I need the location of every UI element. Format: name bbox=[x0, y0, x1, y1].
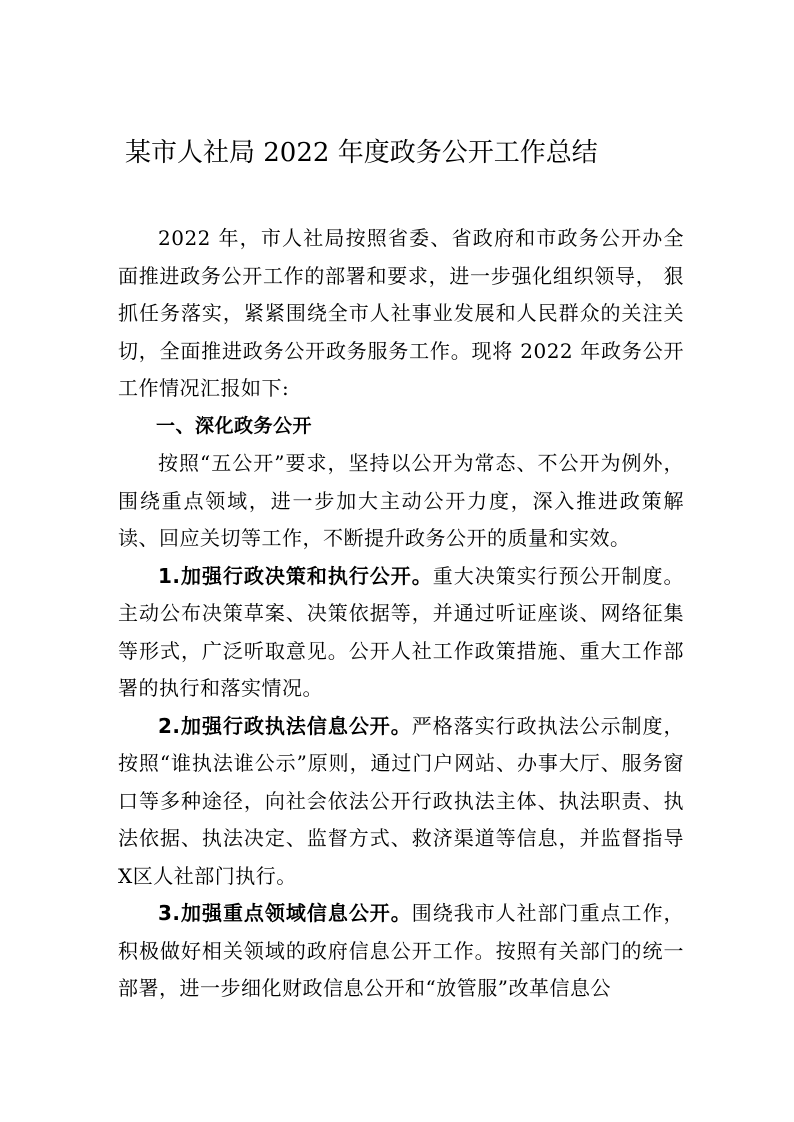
section-intro-paragraph: 按照“五公开”要求，坚持以公开为常态、不公开为例外，围绕重点领域，进一步加大主动公开力度，深入推进政策解读、回应关切等工作，不断提升政务公开的质量和实效。 bbox=[118, 451, 684, 550]
item-lead: 3.加强重点领域信息公开。 bbox=[158, 901, 412, 925]
document-body bbox=[118, 220, 684, 1008]
list-item bbox=[118, 895, 684, 1008]
list-item bbox=[118, 558, 684, 708]
item-lead: 1.加强行政决策和执行公开。 bbox=[158, 563, 433, 588]
item-text: 重大决策实行预公开制度。主动公布决策草案、决策依据等，并通过听证座谈、网络征集等形式，广泛听取意见。公开人社工作政策措施、重大工作部署的执行和落实情况。 bbox=[118, 563, 684, 700]
intro-paragraph: 2022 年，市人社局按照省委、省政府和市政务公开办全面推进政务公开工作的部署和要求，进一步强化组织领导， 狠抓任务落实，紧紧围绕全市人社事业发展和人民群众的关注关切，全面推进政务公开政务服务工作。现将 2022 年政务公开工作情况汇报如下: bbox=[118, 226, 684, 400]
document-title: 某市人社局 2022 年度政务公开工作总结 bbox=[125, 138, 598, 168]
list-item bbox=[118, 708, 684, 896]
section-heading: 一、深化政务公开 bbox=[156, 414, 313, 437]
item-text: 严格落实行政执法公示制度，按照“谁执法谁公示”原则，通过门户网站、办事大厅、服务窗口等多种途径，向社会依法公开行政执法主体、执法职责、执法依据、执法决定、监督方式、救济渠道等信息，并监督指导X区人社部门执行。 bbox=[118, 713, 685, 888]
item-lead: 2.加强行政执法信息公开。 bbox=[158, 713, 412, 738]
item-text: 围绕我市人社部门重点工作，积极做好相关领域的政府信息公开工作。按照有关部门的统一部署，进一步细化财政信息公开和“放管服”改革信息公 bbox=[118, 901, 685, 1000]
